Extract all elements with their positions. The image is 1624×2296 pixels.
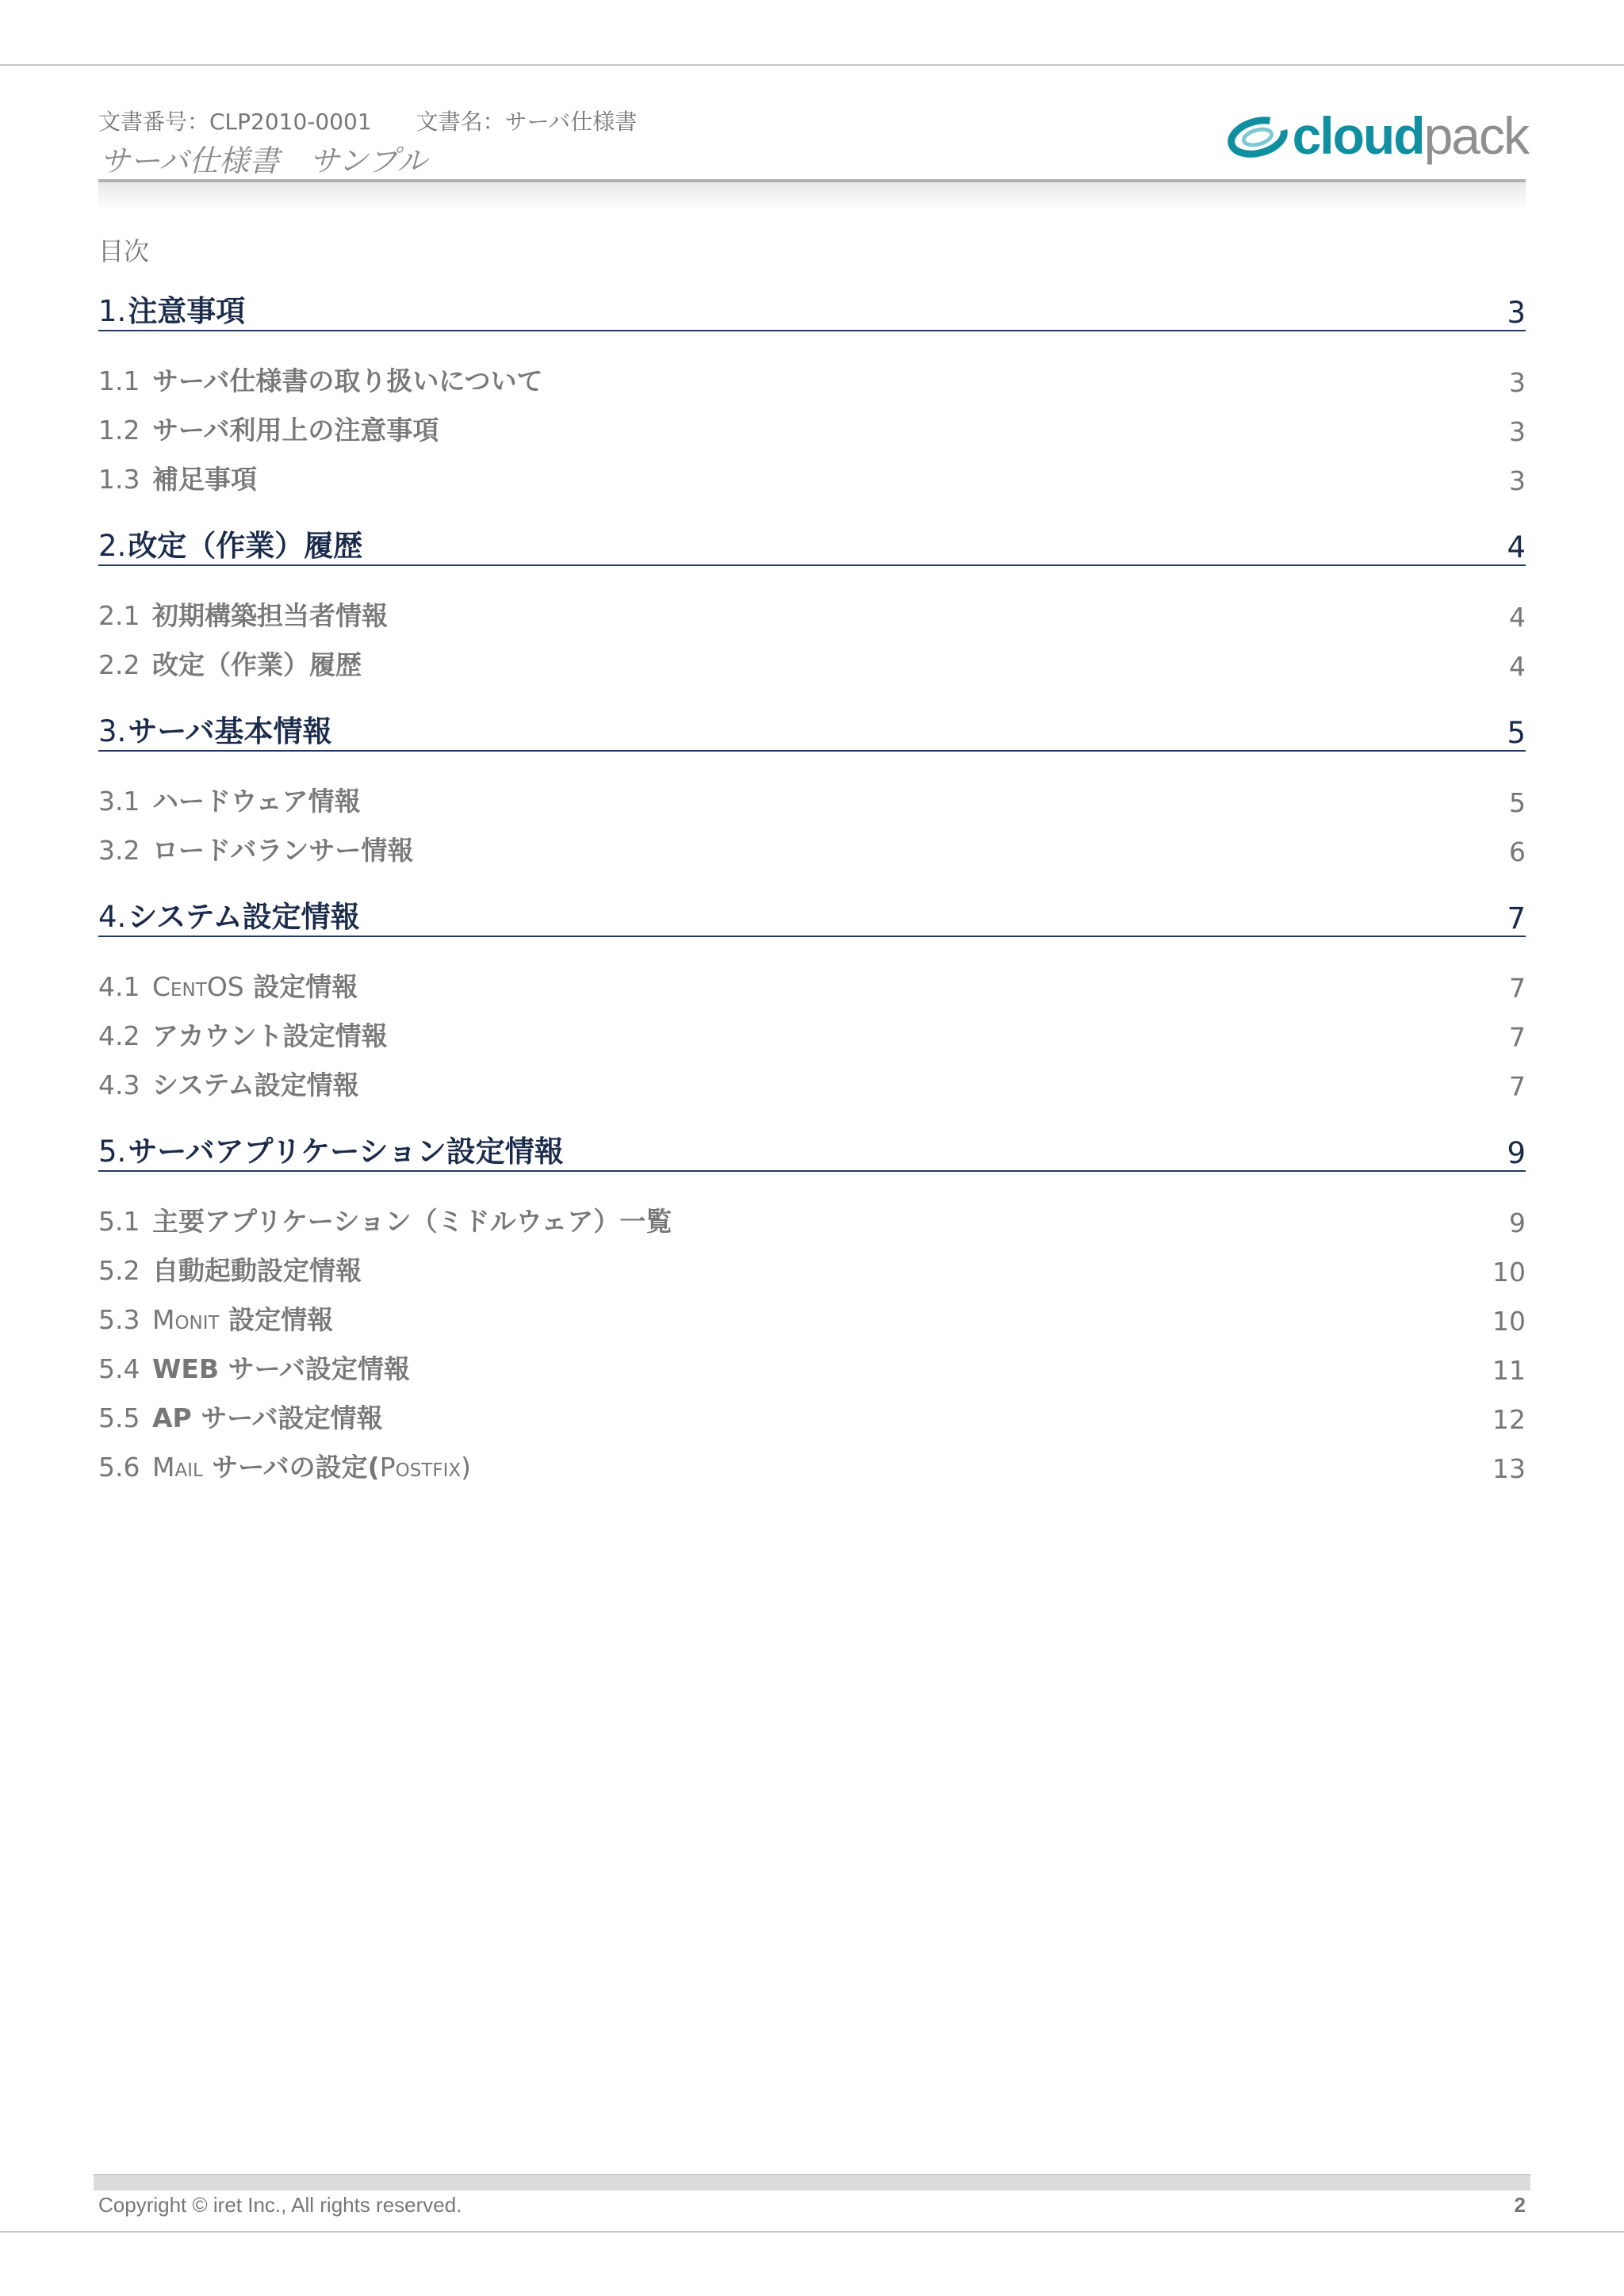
toc-section-title: 1.1 サーバ仕様書の取り扱いについて — [98, 365, 543, 396]
toc-section-5-5[interactable] — [98, 1397, 1526, 1435]
toc-section-1-3[interactable] — [98, 458, 1526, 496]
toc-page-number: 5 — [1509, 787, 1526, 818]
toc-page-number: 13 — [1492, 1453, 1526, 1484]
toc-section-title: 5.5 AP サーバ設定情報 — [98, 1402, 383, 1433]
toc-section-title: 2.2 改定（作業）履歴 — [98, 649, 362, 680]
toc-section-3-2[interactable] — [98, 829, 1526, 867]
toc-section-1-1[interactable] — [98, 360, 1526, 398]
toc-section-title: 5.2 自動起動設定情報 — [98, 1255, 362, 1286]
toc-section-5-3[interactable] — [98, 1299, 1526, 1337]
header-shadow — [98, 182, 1526, 211]
toc-section-4-1[interactable] — [98, 966, 1526, 1004]
toc-section-title: 3.2 ロードバランサー情報 — [98, 835, 414, 866]
toc-heading: 目次 — [98, 236, 150, 266]
toc-section-3-1[interactable] — [98, 780, 1526, 818]
toc-page-number: 3 — [1509, 367, 1526, 398]
toc-section-5-1[interactable] — [98, 1200, 1526, 1238]
toc-chapter-title: 5.サーバアプリケーション設定情報 — [98, 1135, 564, 1169]
toc-page-number: 5 — [1507, 716, 1526, 750]
toc-section-5-2[interactable] — [98, 1249, 1526, 1288]
toc-section-4-3[interactable] — [98, 1064, 1526, 1102]
page-bottom-rule — [0, 2231, 1624, 2233]
toc-section-title: 1.3 補足事項 — [98, 464, 257, 495]
cloudpack-logo — [1226, 108, 1528, 163]
toc-section-title: 5.4 WEB サーバ設定情報 — [98, 1353, 410, 1384]
toc-page-number: 11 — [1492, 1355, 1526, 1386]
toc-section-title: 5.3 Monit 設定情報 — [98, 1304, 334, 1335]
toc-page-number: 3 — [1509, 465, 1526, 496]
footer-page-number: 2 — [1514, 2193, 1526, 2217]
toc-section-title: 4.3 システム設定情報 — [98, 1070, 359, 1100]
toc-section-title: 4.1 CentOS 設定情報 — [98, 971, 358, 1002]
toc-chapter-4[interactable] — [98, 899, 1526, 937]
document-number: 文書番号：CLP2010-0001 — [98, 109, 372, 135]
toc-page-number: 7 — [1509, 973, 1526, 1004]
toc-section-5-6[interactable] — [98, 1446, 1526, 1484]
toc-page-number: 3 — [1509, 416, 1526, 447]
document-meta — [98, 105, 637, 136]
toc-chapter-3[interactable] — [98, 714, 1526, 752]
toc-chapter-title: 4.システム設定情報 — [98, 900, 360, 934]
logo-wordmark — [1293, 108, 1528, 163]
toc-page-number: 7 — [1509, 1071, 1526, 1102]
toc-chapter-title: 1.注意事項 — [98, 294, 246, 328]
toc-page-number: 12 — [1492, 1404, 1526, 1435]
toc-section-4-2[interactable] — [98, 1015, 1526, 1053]
footer-bar — [94, 2174, 1530, 2191]
toc-section-1-2[interactable] — [98, 409, 1526, 447]
toc-section-title: 4.2 アカウント設定情報 — [98, 1020, 388, 1051]
document-subtitle: サーバ仕様書 サンプル — [100, 144, 427, 178]
toc-chapter-5[interactable] — [98, 1134, 1526, 1172]
toc-page-number: 9 — [1507, 1136, 1526, 1170]
toc-page-number: 6 — [1509, 836, 1526, 867]
cloudpack-logo-icon — [1226, 112, 1289, 159]
document-name: 文書名：サーバ仕様書 — [416, 109, 638, 135]
toc-chapter-1[interactable] — [98, 293, 1526, 331]
page-top-rule — [0, 64, 1624, 66]
toc-page-number: 7 — [1507, 901, 1526, 936]
toc-section-title: 1.2 サーバ利用上の注意事項 — [98, 415, 439, 446]
toc-chapter-2[interactable] — [98, 528, 1526, 566]
toc-section-title: 5.1 主要アプリケーション（ミドルウェア）一覧 — [98, 1206, 672, 1237]
toc-page-number: 4 — [1509, 651, 1526, 682]
logo-word-pack: pack — [1423, 106, 1528, 165]
footer-copyright: Copyright © iret Inc., All rights reserved. — [98, 2193, 462, 2217]
toc-section-2-1[interactable] — [98, 595, 1526, 633]
toc-page-number: 10 — [1492, 1306, 1526, 1337]
toc-page-number: 4 — [1509, 602, 1526, 633]
document-header — [98, 101, 1526, 189]
logo-word-cloud: cloud — [1292, 106, 1424, 165]
toc-page-number: 9 — [1509, 1207, 1526, 1238]
toc-section-title: 5.6 Mail サーバの設定(Postfix) — [98, 1452, 472, 1483]
toc-page-number: 4 — [1507, 530, 1526, 564]
toc-page-number: 10 — [1492, 1257, 1526, 1288]
toc-section-title: 3.1 ハードウェア情報 — [98, 786, 361, 817]
toc-page-number: 3 — [1507, 296, 1526, 330]
toc-section-2-2[interactable] — [98, 644, 1526, 682]
toc-chapter-title: 2.改定（作業）履歴 — [98, 529, 363, 563]
toc-section-title: 2.1 初期構築担当者情報 — [98, 600, 388, 631]
toc-chapter-title: 3.サーバ基本情報 — [98, 714, 332, 748]
toc-page-number: 7 — [1509, 1022, 1526, 1053]
toc-section-5-4[interactable] — [98, 1348, 1526, 1386]
